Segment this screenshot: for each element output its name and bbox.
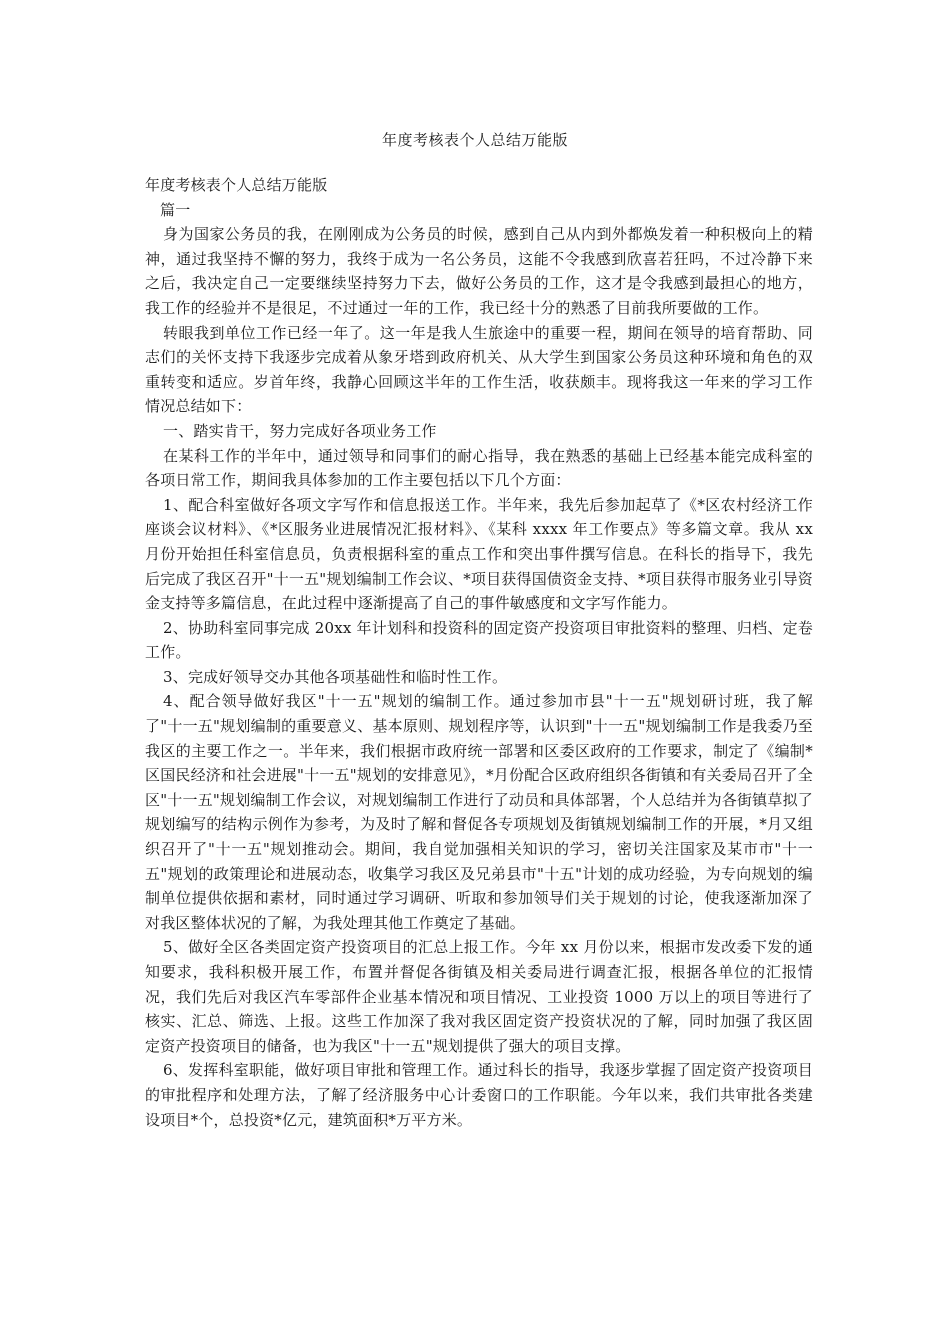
body-paragraph: 转眼我到单位工作已经一年了。这一年是我人生旅途中的重要一程，期间在领导的培育帮助、同志们的关怀支持下我逐步完成着从象牙塔到政府机关、从大学生到国家公务员这种环境和角色的双重转变和适应。岁首年终，我静心回顾这半年的工作生活，收获颇丰。现将我这一年来的学习工作情况总结如下： bbox=[145, 323, 813, 416]
section-heading: 一、踏实肯干，努力完成好各项业务工作 bbox=[163, 421, 437, 440]
list-item-paragraph: 1、配合科室做好各项文字写作和信息报送工作。半年来，我先后参加起草了《*区农村经济工作座谈会议材料》、《*区服务业进展情况汇报材料》、《某科 xxxx 年工作要点》等多篇文章。我从 xx 月份开始担任科室信息员，负责根据科室的重点工作和突出事件撰写信息。在科长的指导下，我先后完成了我区召开"十一五"规划编制工作会议、*项目获得国债资金支持、*项目获得市服务业引导资金支持等多篇信息，在此过程中逐渐提高了自己的事件敏感度和文字写作能力。 bbox=[145, 495, 814, 613]
list-item-paragraph: 6、发挥科室职能，做好项目审批和管理工作。通过科长的指导，我逐步掌握了固定资产投资项目的审批程序和处理方法，了解了经济服务中心计委窗口的工作职能。今年以来，我们共审批各类建设项目*个，总投资*亿元，建筑面积*万平方米。 bbox=[145, 1061, 813, 1129]
body-paragraph: 身为国家公务员的我，在刚刚成为公务员的时候，感到自己从内到外都焕发着一种积极向上的精神，通过我坚持不懈的努力，我终于成为一名公务员，这能不令我感到欣喜若狂吗，不过冷静下来之后，我决定自己一定要继续坚持努力下去，做好公务员的工作，这才是令我感到最担心的地方，我工作的经验并不是很足，不过通过一年的工作，我已经十分的熟悉了目前我所要做的工作。 bbox=[145, 225, 813, 317]
body-paragraph: 在某科工作的半年中，通过领导和同事们的耐心指导，我在熟悉的基础上已经基本能完成科室的各项日常工作，期间我具体参加的工作主要包括以下几个方面： bbox=[145, 446, 813, 490]
section-label: 篇一 bbox=[160, 200, 191, 219]
list-item-paragraph: 3、完成好领导交办其他各项基础性和临时性工作。 bbox=[163, 667, 508, 686]
document-body bbox=[145, 173, 813, 1132]
document-title: 年度考核表个人总结万能版 bbox=[381, 131, 568, 149]
list-item-paragraph: 2、协助科室同事完成 20xx 年计划科和投资科的固定资产投资项目审批资料的整理、归档、定卷工作。 bbox=[145, 618, 813, 662]
subtitle-paragraph: 年度考核表个人总结万能版 bbox=[145, 176, 328, 194]
list-item-paragraph: 4、配合领导做好我区"十一五"规划的编制工作。通过参加市县"十一五"规划研讨班，我了解了"十一五"规划编制的重要意义、基本原则、规划程序等，认识到"十一五"规划编制工作是我委乃至我区的主要工作之一。半年来，我们根据市政府统一部署和区委区政府的工作要求，制定了《编制*区国民经济和社会进展"十一五"规划的安排意见》，*月份配合区政府组织各街镇和有关委局召开了全区"十一五"规划编制工作会议，对规划编制工作进行了动员和具体部署，个人总结并为各街镇草拟了规划编写的结构示例作为参考，为及时了解和督促各专项规划及街镇规划编制工作的开展，*月又组织召开了"十一五"规划推动会。期间，我自觉加强相关知识的学习，密切关注国家及某市市"十一五"规划的政策理论和进展动态，收集学习我区及兄弟县市"十五"计划的成功经验，为专向规划的编制单位提供依据和素材，同时通过学习调研、听取和参加领导们关于规划的讨论，使我逐渐加深了对我区整体状况的了解，为我处理其他工作奠定了基础。 bbox=[145, 692, 814, 932]
list-item-paragraph: 5、做好全区各类固定资产投资项目的汇总上报工作。今年 xx 月份以来，根据市发改委下发的通知要求，我科积极开展工作，布置并督促各街镇及相关委局进行调查汇报，根据各单位的汇报情况，我们先后对我区汽车零部件企业基本情况和项目情况、工业投资 1000 万以上的项目等进行了核实、汇总、筛选、上报。这些工作加深了我对我区固定资产投资状况的了解，同时加强了我区固定资产投资项目的储备，也为我区"十一五"规划提供了强大的项目支撑。 bbox=[145, 938, 813, 1055]
